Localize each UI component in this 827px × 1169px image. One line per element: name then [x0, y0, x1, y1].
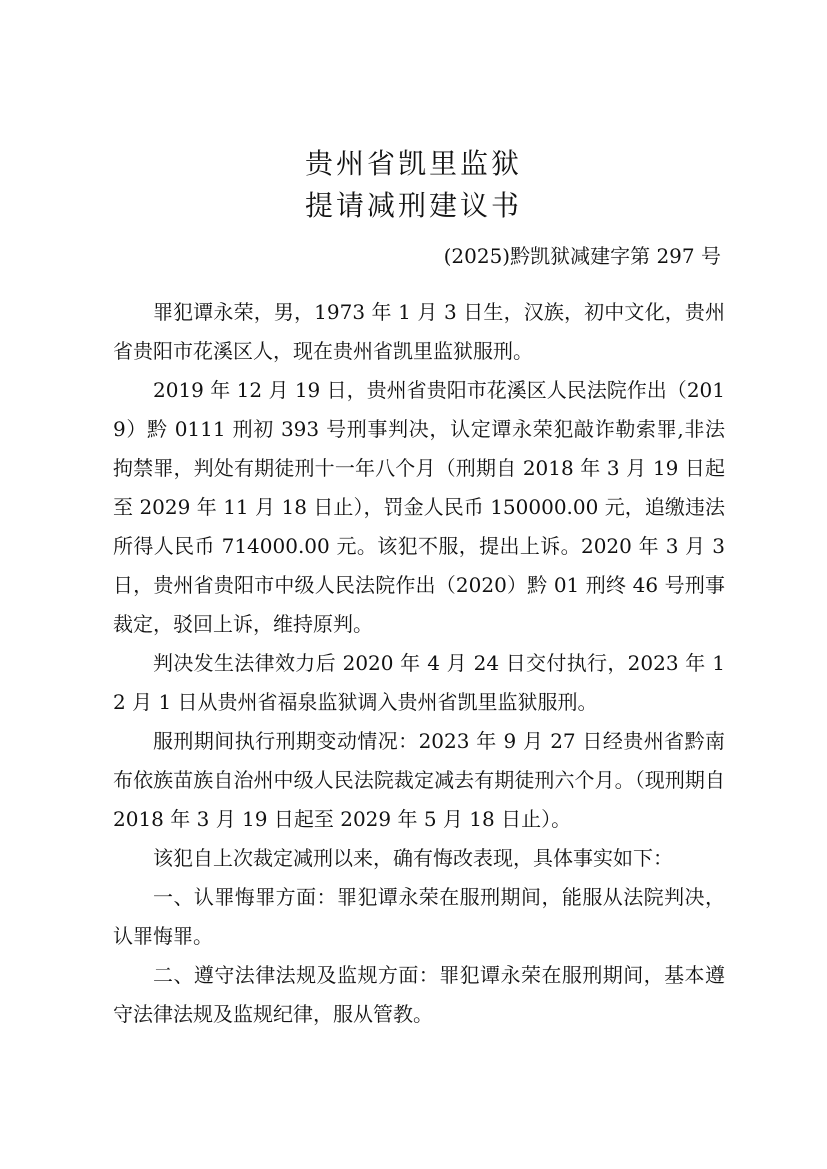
paragraph-criminal-info: 罪犯谭永荣，男，1973 年 1 月 3 日生，汉族，初中文化，贵州省贵阳市花溪区人，现在贵州省凯里监狱服刑。	[113, 300, 725, 363]
document-number: (2025)黔凯狱减建字第 297 号	[443, 244, 721, 268]
paragraph-repentance-intro: 该犯自上次裁定减刑以来，确有悔改表现，具体事实如下：	[153, 846, 673, 870]
document-body	[113, 293, 725, 1034]
document-title-line1: 贵州省凯里监狱	[304, 147, 522, 180]
paragraph-execution: 判决发生法律效力后 2020 年 4 月 24 日交付执行，2023 年 12 月 1 日从贵州省福泉监狱调入贵州省凯里监狱服刑。	[113, 651, 725, 714]
paragraph-rule-compliance: 二、遵守法律法规及监规方面：罪犯谭永荣在服刑期间，基本遵守法律法规及监规纪律，服从管教。	[113, 963, 725, 1026]
paragraph-sentence-changes: 服刑期间执行刑期变动情况：2023 年 9 月 27 日经贵州省黔南布依族苗族自治州中级人民法院裁定减去有期徒刑六个月。（现刑期自 2018 年 3 月 19 日起至 2029 年 5 月 18 日止）。	[113, 729, 725, 831]
paragraph-guilt-admission: 一、认罪悔罪方面：罪犯谭永荣在服刑期间，能服从法院判决，认罪悔罪。	[113, 885, 725, 948]
document-title-line2: 提请减刑建议书	[304, 189, 522, 222]
paragraph-judgment: 2019 年 12 月 19 日，贵州省贵阳市花溪区人民法院作出（2019）黔 0111 刑初 393 号刑事判决，认定谭永荣犯敲诈勒索罪,非法拘禁罪，判处有期徒刑十一年八个月（刑期自 2018 年 3 月 19 日起至 2029 年 11 月 18 日止），罚金人民币 150000.00 元，追缴违法所得人民币 714000.00 元。该犯不服，提出上诉。2020 年 3 月 3 日，贵州省贵阳市中级人民法院作出（2020）黔 01 刑终 46 号刑事裁定，驳回上诉，维持原判。	[113, 378, 725, 636]
